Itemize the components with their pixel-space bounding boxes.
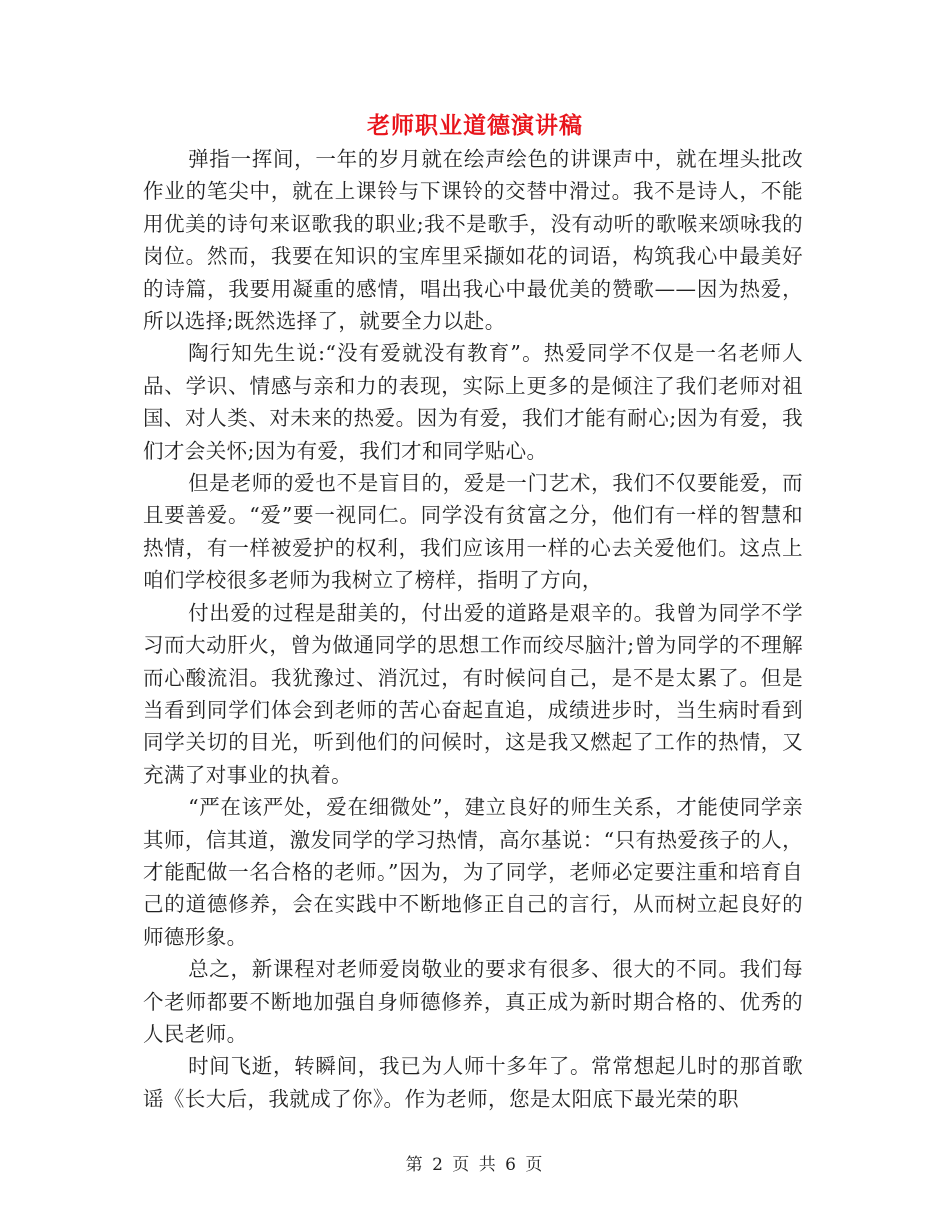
paragraph-7: 时间飞逝，转瞬间，我已为人师十多年了。常常想起儿时的那首歌谣《长大后，我就成了你》。作为老师，您是太阳底下最光荣的职 [143, 1054, 803, 1111]
paragraph-6: 总之，新课程对老师爱岗敬业的要求有很多、很大的不同。我们每个老师都要不断地加强自身师德修养，真正成为新时期合格的、优秀的人民老师。 [143, 957, 803, 1046]
paragraph-3: 但是老师的爱也不是盲目的，爱是一门艺术，我们不仅要能爱，而且要善爱。“爱”要一视同仁。同学没有贫富之分，他们有一样的智慧和热情，有一样被爱护的权利，我们应该用一样的心去关爱他们。这点上咱们学校很多老师为我树立了榜样，指明了方向， [143, 471, 803, 593]
paragraph-1: 弹指一挥间，一年的岁月就在绘声绘色的讲课声中，就在埋头批改作业的笔尖中，就在上课铃与下课铃的交替中滑过。我不是诗人，不能用优美的诗句来讴歌我的职业;我不是歌手，没有动听的歌喉来颂咏我的岗位。然而，我要在知识的宝库里采撷如花的词语，构筑我心中最美好的诗篇，我要用凝重的感情，唱出我心中最优美的赞歌——因为热爱，所以选择;既然选择了，就要全力以赴。 [143, 147, 803, 334]
page-number-footer: 第 2 页 共 6 页 [405, 1155, 545, 1175]
document-title: 老师职业道德演讲稿 [367, 112, 583, 139]
paragraph-2: 陶行知先生说:“没有爱就没有教育”。热爱同学不仅是一名老师人品、学识、情感与亲和力的表现，实际上更多的是倾注了我们老师对祖国、对人类、对未来的热爱。因为有爱，我们才能有耐心;因为有爱，我们才会关怀;因为有爱，我们才和同学贴心。 [143, 341, 803, 463]
paragraph-4: 付出爱的过程是甜美的，付出爱的道路是艰辛的。我曾为同学不学习而大动肝火，曾为做通同学的思想工作而绞尽脑汁;曾为同学的不理解而心酸流泪。我犹豫过、消沉过，有时候问自己，是不是太累了。但是当看到同学们体会到老师的苦心奋起直追，成绩进步时，当生病时看到同学关切的目光，听到他们的问候时，这是我又燃起了工作的热情，又充满了对事业的执着。 [143, 600, 803, 787]
paragraph-5: “严在该严处，爱在细微处”，建立良好的师生关系，才能使同学亲其师，信其道，激发同学的学习热情，高尔基说：“只有热爱孩子的人，才能配做一名合格的老师。”因为，为了同学，老师必定要注重和培育自己的道德修养，会在实践中不断地修正自己的言行，从而树立起良好的师德形象。 [143, 795, 803, 949]
document-body [143, 143, 803, 1115]
